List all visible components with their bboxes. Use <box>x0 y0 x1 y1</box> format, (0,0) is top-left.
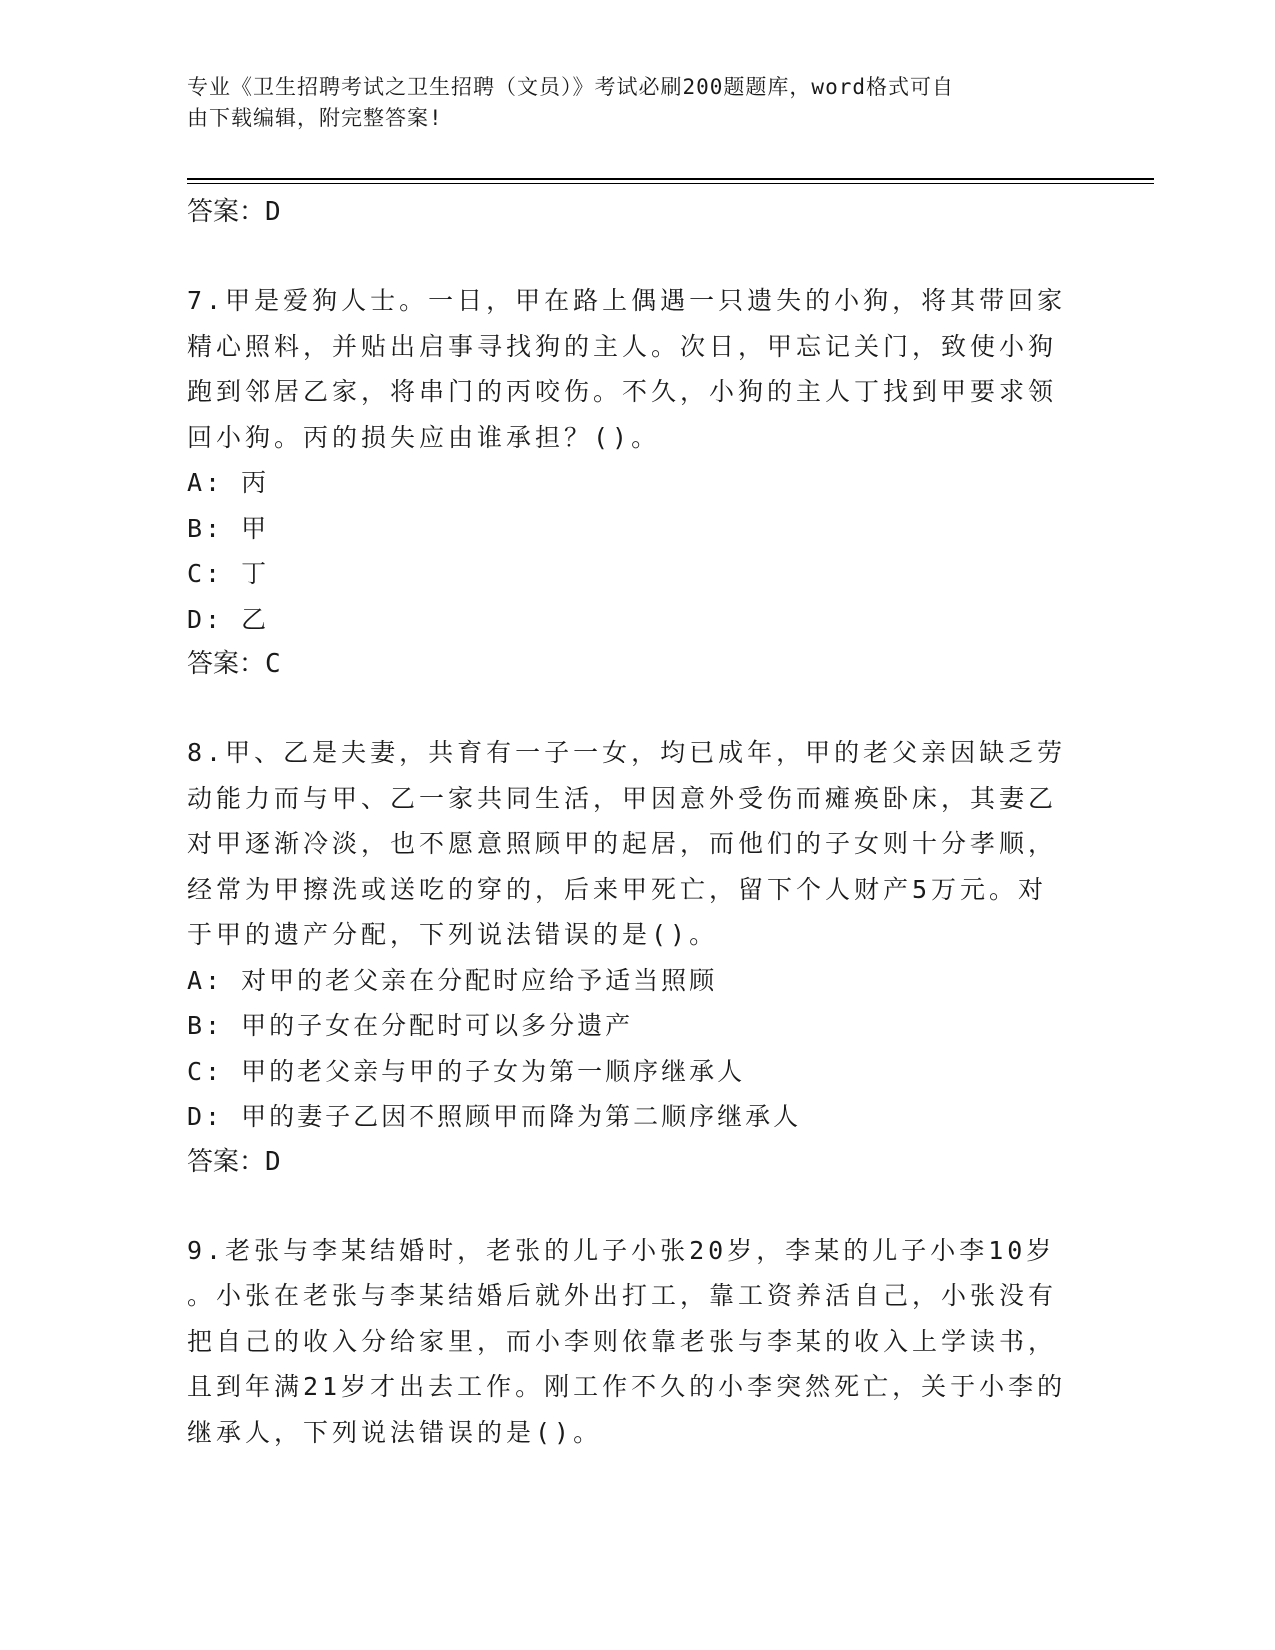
document-header <box>187 72 1067 134</box>
question-text-line: 跑到邻居乙家，将串门的丙咬伤。不久，小狗的主人丁找到甲要求领 <box>187 377 1058 406</box>
question-text-line: 8.甲、乙是夫妻，共育有一子一女，均已成年，甲的老父亲因缺乏劳 <box>187 738 1067 767</box>
header-rule-thin <box>187 183 1154 184</box>
question-text-line: 且到年满21岁才出去工作。刚工作不久的小李突然死亡，关于小李的 <box>187 1372 1067 1401</box>
document-body <box>187 190 1087 1455</box>
header-rule <box>187 178 1154 180</box>
spacer <box>187 234 1087 278</box>
question-9 <box>187 1228 1087 1456</box>
option-b: B: 甲 <box>187 513 270 543</box>
option-d: D: 乙 <box>187 604 270 634</box>
option-a: A: 对甲的老父亲在分配时应给予适当照顾 <box>187 965 718 995</box>
question-7 <box>187 278 1087 460</box>
spacer <box>187 1184 1087 1228</box>
option-b: B: 甲的子女在分配时可以多分遗产 <box>187 1011 634 1040</box>
spacer <box>187 686 1087 730</box>
question-text-line: 经常为甲擦洗或送吃的穿的，后来甲死亡，留下个人财产5万元。对 <box>187 874 1048 904</box>
question-text-line: 把自己的收入分给家里，而小李则依靠老张与李某的收入上学读书， <box>187 1326 1058 1356</box>
option-a: A: 丙 <box>187 468 270 497</box>
question-text-line: 精心照料，并贴出启事寻找狗的主人。次日，甲忘记关门，致使小狗 <box>187 331 1058 361</box>
question-text-line: 于甲的遗产分配，下列说法错误的是()。 <box>187 920 719 949</box>
option-c: C: 甲的老父亲与甲的子女为第一顺序继承人 <box>187 1056 746 1086</box>
option-d: D: 甲的妻子乙因不照顾甲而降为第二顺序继承人 <box>187 1102 802 1131</box>
header-line-2: 由下载编辑，附完整答案! <box>187 106 443 130</box>
question-text-line: 动能力而与甲、乙一家共同生活，甲因意外受伤而瘫痪卧床，其妻乙 <box>187 783 1058 813</box>
answer-line: 答案：C <box>187 649 281 679</box>
question-text-line: 对甲逐渐冷淡，也不愿意照顾甲的起居，而他们的子女则十分孝顺， <box>187 829 1058 858</box>
question-8 <box>187 730 1087 958</box>
question-text-line: 继承人，下列说法错误的是()。 <box>187 1417 603 1447</box>
option-c: C: 丁 <box>187 559 270 588</box>
header-line-1: 专业《卫生招聘考试之卫生招聘（文员）》考试必刷200题题库，word格式可自 <box>187 75 954 99</box>
answer-line: 答案：D <box>187 1146 281 1177</box>
question-text-line: 7.甲是爱狗人士。一日，甲在路上偶遇一只遗失的小狗，将其带回家 <box>187 286 1067 315</box>
question-text-line: 9.老张与李某结婚时，老张的儿子小张20岁，李某的儿子小李10岁 <box>187 1235 1056 1265</box>
question-text-line: 。小张在老张与李某结婚后就外出打工，靠工资养活自己，小张没有 <box>187 1281 1058 1310</box>
question-text-line: 回小狗。丙的损失应由谁承担？()。 <box>187 422 661 452</box>
answer-line: 答案：D <box>187 197 281 227</box>
